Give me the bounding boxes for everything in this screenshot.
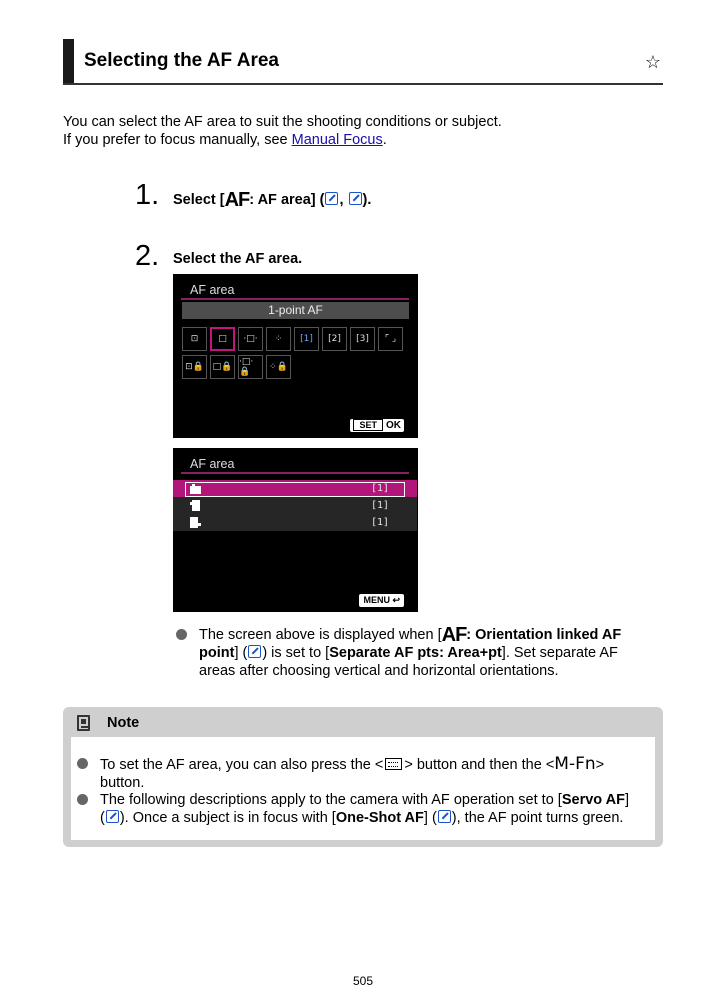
screen-divider	[181, 298, 409, 300]
step-1-number: 1.	[135, 179, 160, 211]
step-1-sep: ,	[339, 192, 348, 208]
camera-vertical-top-icon	[190, 500, 201, 511]
page-header	[63, 39, 663, 85]
set-key: SET	[353, 419, 383, 431]
note-item-1	[100, 755, 650, 792]
orientation-value: [1]	[370, 483, 389, 494]
bullet-icon	[77, 758, 88, 769]
screen-title: AF area	[190, 283, 235, 297]
note-text: ]. Set separate AF areas after choosing vertical and horizontal orientations.	[199, 645, 618, 679]
note-text: The screen above is displayed when [	[199, 627, 442, 643]
step-1-main: : AF area] (	[249, 192, 325, 208]
m-fn-button-label: M-Fn	[554, 754, 596, 774]
orientation-value: [1]	[370, 517, 389, 528]
af-area-selection-button-icon	[385, 758, 402, 770]
orientation-row-vertical-grip-bottom[interactable]	[173, 514, 417, 531]
note-item-text: >	[595, 757, 605, 773]
intro-line-1: You can select the AF area to suit the shooting conditions or subject.	[63, 114, 502, 130]
camera-screen-af-area	[173, 274, 418, 438]
menu-back-button[interactable]: MENU ↩	[359, 594, 404, 607]
selection-frame	[185, 482, 405, 497]
intro-text	[63, 113, 502, 149]
note-item-2	[100, 791, 650, 827]
orientation-note	[199, 626, 639, 680]
note-item-text: ). Once a subject is in focus with [	[119, 810, 336, 826]
star-icon[interactable]: ☆	[644, 52, 661, 72]
af-expand-surround-icon[interactable]: ⁘	[266, 327, 291, 351]
camera-screen-orientation	[173, 448, 418, 612]
note-item-text: To set the AF area, you can also press the <	[100, 757, 384, 773]
reference-icon[interactable]	[106, 810, 119, 823]
manual-focus-link[interactable]: Manual Focus	[291, 132, 383, 148]
note-item-text: The following descriptions apply to the camera with AF operation set to [	[100, 792, 562, 808]
note-title: Note	[107, 715, 140, 731]
reference-icon[interactable]	[325, 192, 338, 205]
note-bold: Separate AF pts: Area+pt	[329, 645, 502, 661]
step-1-prefix: Select [	[173, 192, 225, 208]
orientation-value: [1]	[370, 500, 389, 511]
af-glyph: AF	[441, 624, 467, 646]
af-1-point-locked-icon[interactable]: □🔒	[210, 355, 235, 379]
note-item-text: ]	[624, 792, 629, 808]
note-text: ] (	[234, 645, 248, 661]
note-text: ) is set to [	[262, 645, 330, 661]
ok-label: OK	[386, 420, 401, 431]
af-expand-icon[interactable]: ·□·	[238, 327, 263, 351]
af-spot-locked-icon[interactable]: ⊡🔒	[182, 355, 207, 379]
page-number: 505	[352, 974, 374, 988]
reference-icon[interactable]	[349, 192, 362, 205]
note-item-text: (	[100, 810, 105, 826]
af-flexible-zone-2-icon[interactable]: [2]	[322, 327, 347, 351]
step-2-number: 2.	[135, 240, 160, 272]
af-spot-icon[interactable]: ⊡	[182, 327, 207, 351]
screen-title: AF area	[190, 457, 235, 471]
bullet-icon	[77, 794, 88, 805]
step-1-text	[173, 189, 371, 212]
note-item-text: > button and then the <	[404, 757, 555, 773]
page-title: Selecting the AF Area	[84, 50, 279, 71]
camera-vertical-bottom-icon	[190, 517, 201, 528]
af-area-icons-row-2	[182, 355, 291, 379]
note-bold: : Orientation linked AF point	[199, 627, 622, 661]
note-icon	[77, 715, 90, 731]
af-flexible-zone-3-icon[interactable]: [3]	[350, 327, 375, 351]
af-mode-label: 1-point AF	[182, 302, 409, 319]
orientation-row-vertical-grip-top[interactable]	[173, 497, 417, 514]
note-item-text: ), the AF point turns green.	[451, 810, 624, 826]
note-item-text: button.	[100, 775, 145, 791]
reference-icon[interactable]	[438, 810, 451, 823]
step-1-end: ).	[362, 192, 372, 208]
intro-line-2-end: .	[382, 132, 387, 148]
reference-icon[interactable]	[248, 645, 261, 658]
note-item-bold: Servo AF	[561, 792, 625, 808]
intro-line-2-text: If you prefer to focus manually, see	[63, 132, 292, 148]
intro-line-2	[63, 131, 502, 149]
bullet-icon	[176, 629, 187, 640]
step-2-text: Select the AF area.	[173, 251, 303, 267]
af-area-icons-row-1	[182, 327, 403, 351]
af-whole-area-icon[interactable]: ⌜ ⌟	[378, 327, 403, 351]
note-item-bold: One-Shot AF	[335, 810, 424, 826]
af-expand-locked-icon[interactable]: ·□·🔒	[238, 355, 263, 379]
set-ok-button[interactable]	[350, 419, 404, 432]
af-expand-surround-locked-icon[interactable]: ⁘🔒	[266, 355, 291, 379]
title-accent-bar	[63, 39, 74, 83]
screen-divider	[181, 472, 409, 474]
note-item-text: ] (	[423, 810, 437, 826]
af-glyph: AF	[224, 189, 250, 211]
af-1-point-icon[interactable]: □	[210, 327, 235, 351]
af-flexible-zone-1-icon[interactable]: [1]	[294, 327, 319, 351]
